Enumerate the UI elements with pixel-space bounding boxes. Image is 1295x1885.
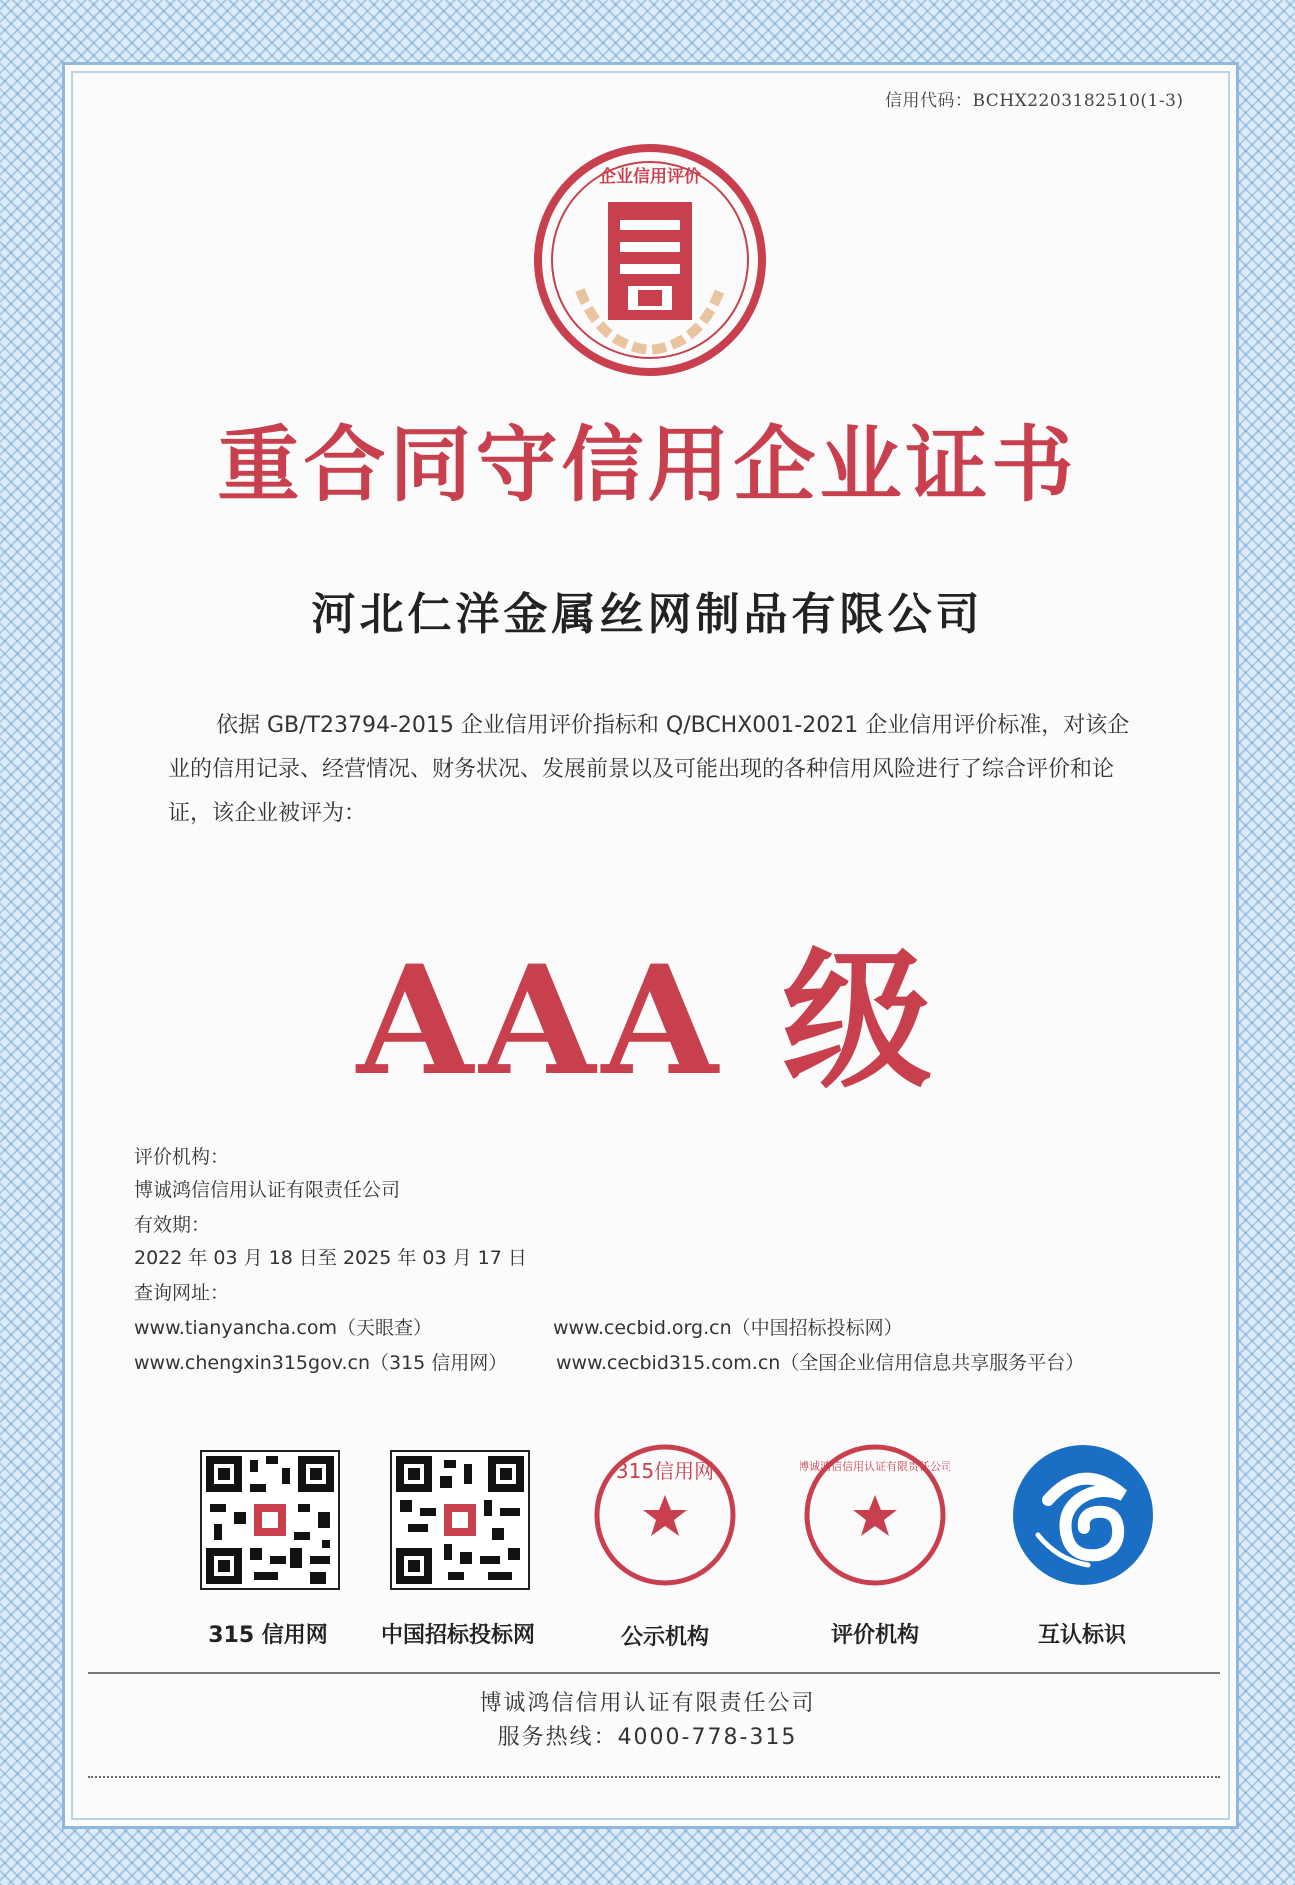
dotted-divider [88,1776,1220,1778]
badge-caption: 公示机构 [620,1625,709,1650]
certificate-title: 重合同守信用企业证书 [217,417,1078,513]
credit-grade: AAA 级 [356,933,939,1109]
agency-value: 博诚鸿信信用认证有限责任公司 [134,1179,401,1201]
credit-rating-emblem [530,140,770,380]
query-label: 查询网址： [134,1282,230,1304]
site-link[interactable]: www.cecbid.org.cn（中国招标投标网） [553,1317,903,1339]
badge-caption: 评价机构 [830,1623,919,1648]
seal-text: 博诚鸿信信用认证有限责任公司 [800,1460,950,1473]
agency-label: 评价机构： [134,1146,230,1168]
qr-code-icon[interactable] [390,1450,530,1590]
site-link[interactable]: www.cecbid315.com.cn（全国企业信用信息共享服务平台） [556,1352,1085,1374]
evaluation-description: 依据 GB/T23794-2015 企业信用评价指标和 Q/BCHX001-2021 企业信用评价标准，对该企业的信用记录、经营情况、财务状况、发展前景以及可能出现的各种信用风险进行了综合评价和论证，该企业被评为： [168,713,1130,826]
validity-value: 2022 年 03 月 18 日至 2025 年 03 月 17 日 [134,1247,527,1269]
seal-icon [590,1440,740,1590]
badge-caption: 互认标识 [1037,1623,1126,1648]
mutual-recognition-logo-icon [1008,1440,1158,1590]
badge-caption: 315 信用网 [208,1623,328,1648]
emblem-text: 企业信用评价 [599,167,701,187]
qr-code-icon[interactable] [200,1450,340,1590]
company-name: 河北仁洋金属丝网制品有限公司 [311,589,984,640]
site-link[interactable]: www.tianyancha.com（天眼查） [134,1317,433,1339]
credit-code: 信用代码：BCHX2203182510(1-3) [885,91,1184,111]
footer-company: 博诚鸿信信用认证有限责任公司 [479,1691,816,1716]
validity-label: 有效期： [134,1214,211,1236]
badge-caption: 中国招标投标网 [380,1623,535,1648]
footer-divider [88,1672,1220,1674]
seal-text: 315信用网 [615,1459,715,1483]
site-link[interactable]: www.chengxin315gov.cn（315 信用网） [134,1352,508,1374]
seal-icon [800,1440,950,1590]
service-hotline: 服务热线：4000-778-315 [497,1725,798,1750]
